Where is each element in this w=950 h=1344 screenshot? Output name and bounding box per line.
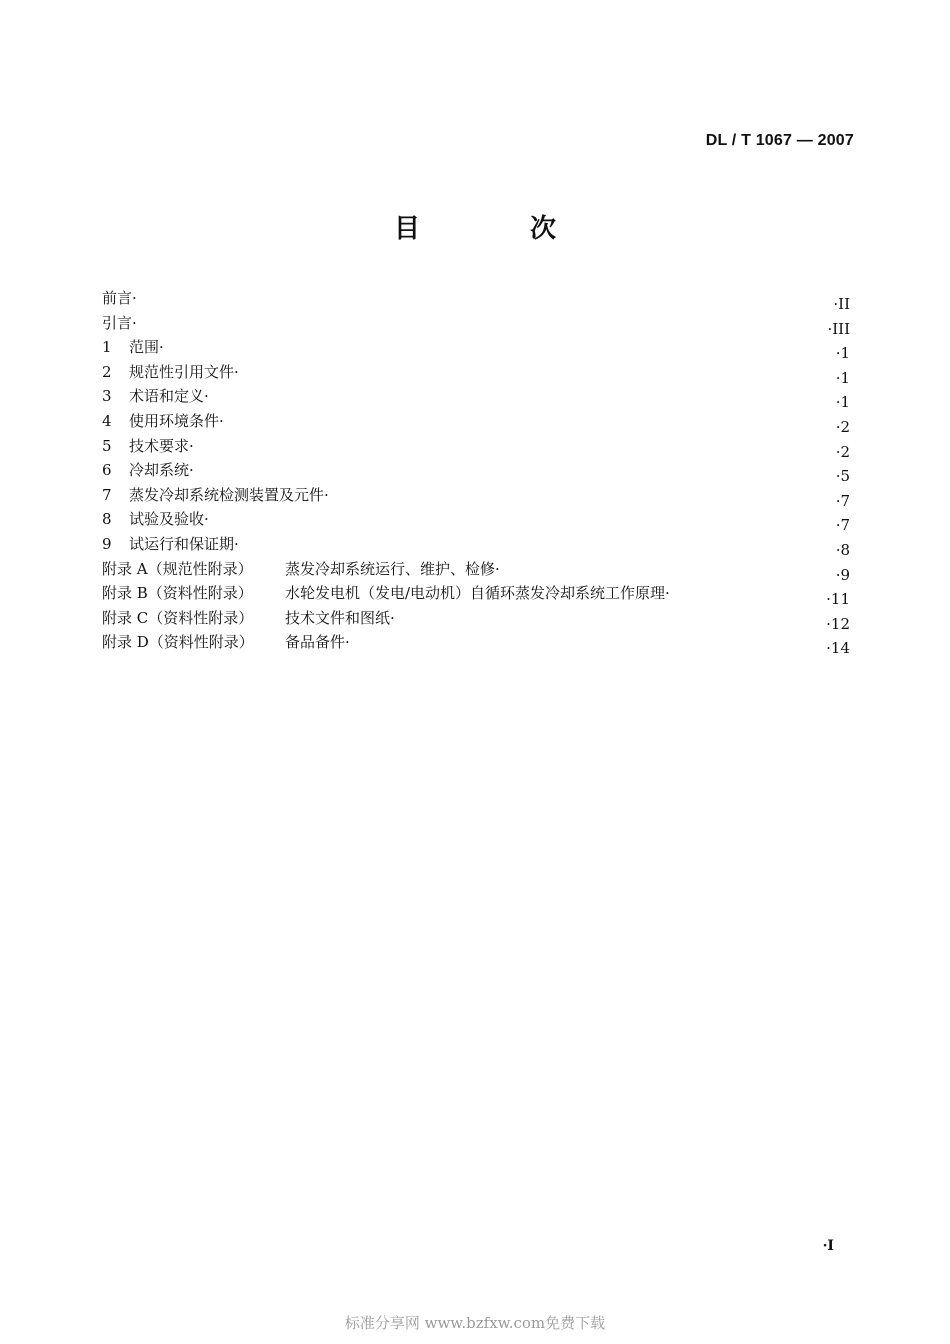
toc-entry-title: 备品备件· (285, 633, 350, 652)
watermark: 标准分享网 www.bzfxw.com免费下载 (344, 1314, 606, 1332)
toc-entry-page: ·2 (835, 417, 850, 436)
toc-entry-3[interactable] (102, 386, 854, 411)
toc-entry-number: 3 (102, 387, 112, 406)
toc-entry-page: ·1 (835, 368, 850, 387)
toc-entry-label (102, 313, 137, 333)
toc-entry-label (102, 583, 670, 603)
toc-entry-page: ·1 (835, 344, 850, 363)
toc-entry-9[interactable] (102, 534, 854, 559)
toc-entry-title: 水轮发电机（发电/电动机）自循环蒸发冷却系统工作原理· (285, 584, 670, 603)
toc-entry-title: 试运行和保证期· (129, 534, 239, 553)
toc-entry-number: 9 (102, 534, 112, 553)
toc-entry-title: 范围· (129, 338, 164, 357)
toc-entry-introduction[interactable] (102, 313, 854, 338)
toc-entry-number: 1 (102, 338, 112, 357)
toc-entry-title: 前言· (102, 289, 137, 307)
toc-entry-annex: 附录 B（资料性附录） (102, 584, 253, 603)
toc-entry-label (102, 632, 350, 652)
toc-entry-label (102, 460, 194, 480)
toc-entry-page: ·2 (835, 442, 850, 461)
toc-entry-page: ·III (827, 319, 850, 338)
toc-entry-number: 2 (102, 362, 112, 381)
toc-entry-4[interactable] (102, 411, 854, 436)
toc-entry-annex-c[interactable] (102, 608, 854, 633)
toc-entry-label (102, 386, 209, 406)
toc-entry-page: ·9 (835, 565, 850, 584)
toc-entry-page: ·II (833, 295, 850, 313)
toc-entry-page: ·14 (826, 639, 850, 658)
toc-entry-annex: 附录 C（资料性附录） (102, 608, 254, 627)
standard-code: DL / T 1067 — 2007 (705, 132, 854, 149)
toc-entry-label (102, 337, 164, 357)
toc-entry-title: 使用环境条件· (129, 411, 224, 430)
toc-entry-title: 术语和定义· (129, 387, 209, 406)
toc-entry-5[interactable] (102, 436, 854, 461)
toc-entry-number: 4 (102, 411, 112, 430)
toc-entry-7[interactable] (102, 485, 854, 510)
toc-entry-number: 8 (102, 510, 112, 529)
toc-entry-1[interactable] (102, 337, 854, 362)
toc-entry-title: 技术文件和图纸· (285, 608, 395, 627)
toc-entry-label (102, 509, 209, 529)
toc-entry-title: 引言· (102, 313, 137, 332)
toc-entry-6[interactable] (102, 460, 854, 485)
toc-entry-label (102, 288, 137, 308)
toc-entry-page: ·7 (835, 491, 850, 510)
toc-entry-annex-a[interactable] (102, 559, 854, 584)
toc-entry-label (102, 362, 239, 382)
toc-entry-title: 蒸发冷却系统运行、维护、检修· (285, 559, 500, 578)
toc-entry-page: ·1 (835, 393, 850, 412)
toc-entry-number: 7 (102, 485, 112, 504)
toc-entry-foreword[interactable] (102, 288, 854, 313)
toc-entry-2[interactable] (102, 362, 854, 387)
toc-entry-label (102, 559, 500, 579)
toc-entry-page: ·12 (826, 614, 850, 633)
toc-entry-label (102, 485, 329, 505)
toc-entry-annex: 附录 D（资料性附录） (102, 633, 254, 652)
toc-title: 目 次 (393, 214, 598, 244)
toc-entry-number: 6 (102, 461, 112, 480)
table-of-contents (102, 288, 854, 657)
toc-entry-number: 5 (102, 436, 112, 455)
toc-entry-title: 蒸发冷却系统检测装置及元件· (129, 485, 329, 504)
toc-entry-label (102, 436, 194, 456)
page-number: ·I (822, 1238, 834, 1254)
toc-entry-page: ·7 (835, 516, 850, 535)
toc-entry-page: ·5 (835, 467, 850, 486)
toc-entry-title: 规范性引用文件· (129, 362, 239, 381)
toc-entry-annex-b[interactable] (102, 583, 854, 608)
toc-entry-title: 技术要求· (129, 436, 194, 455)
toc-entry-8[interactable] (102, 509, 854, 534)
toc-entry-annex-d[interactable] (102, 632, 854, 657)
toc-entry-label (102, 411, 224, 431)
toc-entry-label (102, 608, 395, 628)
toc-entry-title: 试验及验收· (129, 510, 209, 529)
toc-entry-title: 冷却系统· (129, 461, 194, 480)
toc-entry-page: ·8 (835, 540, 850, 559)
toc-entry-page: ·11 (826, 590, 850, 609)
toc-entry-label (102, 534, 239, 554)
toc-entry-annex: 附录 A（规范性附录） (102, 559, 253, 578)
